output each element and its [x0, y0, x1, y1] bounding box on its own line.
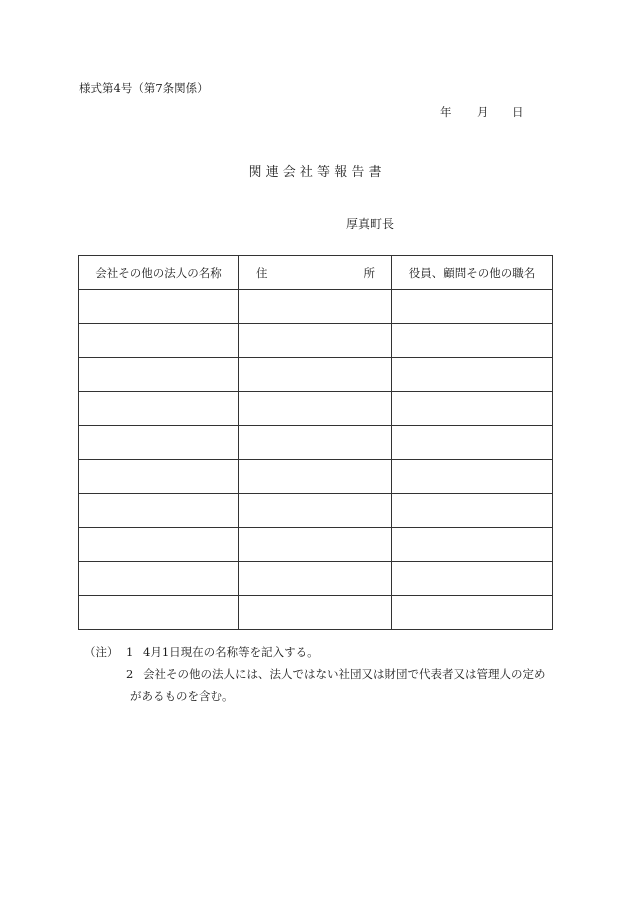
position-cell[interactable] [392, 426, 553, 460]
note-text: 4月1日現在の名称等を記入する。 [143, 645, 319, 659]
table-row [79, 596, 553, 630]
note-text-continuation: があるものを含む。 [130, 689, 234, 703]
address-cell[interactable] [239, 358, 392, 392]
table-body [79, 290, 553, 630]
table-row [79, 562, 553, 596]
position-cell[interactable] [392, 358, 553, 392]
address-cell[interactable] [239, 528, 392, 562]
company-name-cell[interactable] [79, 528, 239, 562]
year-label: 年 [440, 105, 452, 119]
notes [84, 641, 546, 707]
position-cell[interactable] [392, 460, 553, 494]
table-row [79, 358, 553, 392]
related-companies-table [78, 255, 553, 630]
month-label: 月 [477, 105, 489, 119]
header-address-part2: 所 [363, 265, 375, 280]
company-name-cell[interactable] [79, 358, 239, 392]
table-row [79, 528, 553, 562]
note-number: 2 [126, 667, 134, 681]
position-cell[interactable] [392, 494, 553, 528]
note-number: 1 [126, 645, 134, 659]
position-cell[interactable] [392, 596, 553, 630]
header-company-name: 会社その他の法人の名称 [79, 256, 239, 290]
note-item-1 [84, 641, 546, 663]
table-row [79, 324, 553, 358]
table-row [79, 426, 553, 460]
address-cell[interactable] [239, 392, 392, 426]
document-title: 関 連 会 社 等 報 告 書 [248, 165, 382, 180]
company-name-cell[interactable] [79, 596, 239, 630]
notes-label: （注） [84, 645, 119, 659]
position-cell[interactable] [392, 324, 553, 358]
position-cell[interactable] [392, 528, 553, 562]
position-cell[interactable] [392, 392, 553, 426]
table-row [79, 392, 553, 426]
address-cell[interactable] [239, 494, 392, 528]
table-row [79, 494, 553, 528]
company-name-cell[interactable] [79, 460, 239, 494]
table-header-row [79, 256, 553, 290]
form-number: 様式第4号（第7条関係） [79, 81, 209, 95]
table-row [79, 460, 553, 494]
header-address-part1: 住 [256, 265, 268, 280]
company-name-cell[interactable] [79, 426, 239, 460]
address-cell[interactable] [239, 290, 392, 324]
header-position: 役員、顧問その他の職名 [392, 256, 553, 290]
header-address [239, 256, 392, 290]
address-cell[interactable] [239, 426, 392, 460]
company-name-cell[interactable] [79, 392, 239, 426]
table-row [79, 290, 553, 324]
position-cell[interactable] [392, 290, 553, 324]
company-name-cell[interactable] [79, 562, 239, 596]
day-label: 日 [512, 105, 524, 119]
address-cell[interactable] [239, 460, 392, 494]
addressee: 厚真町長 [346, 217, 395, 231]
address-cell[interactable] [239, 562, 392, 596]
note-text: 会社その他の法人には、法人ではない社団又は財団で代表者又は管理人の定め [143, 667, 546, 681]
company-name-cell[interactable] [79, 290, 239, 324]
address-cell[interactable] [239, 324, 392, 358]
company-name-cell[interactable] [79, 324, 239, 358]
note-item-2 [84, 663, 546, 685]
position-cell[interactable] [392, 562, 553, 596]
address-cell[interactable] [239, 596, 392, 630]
note-item-2-continuation [84, 685, 546, 707]
company-name-cell[interactable] [79, 494, 239, 528]
